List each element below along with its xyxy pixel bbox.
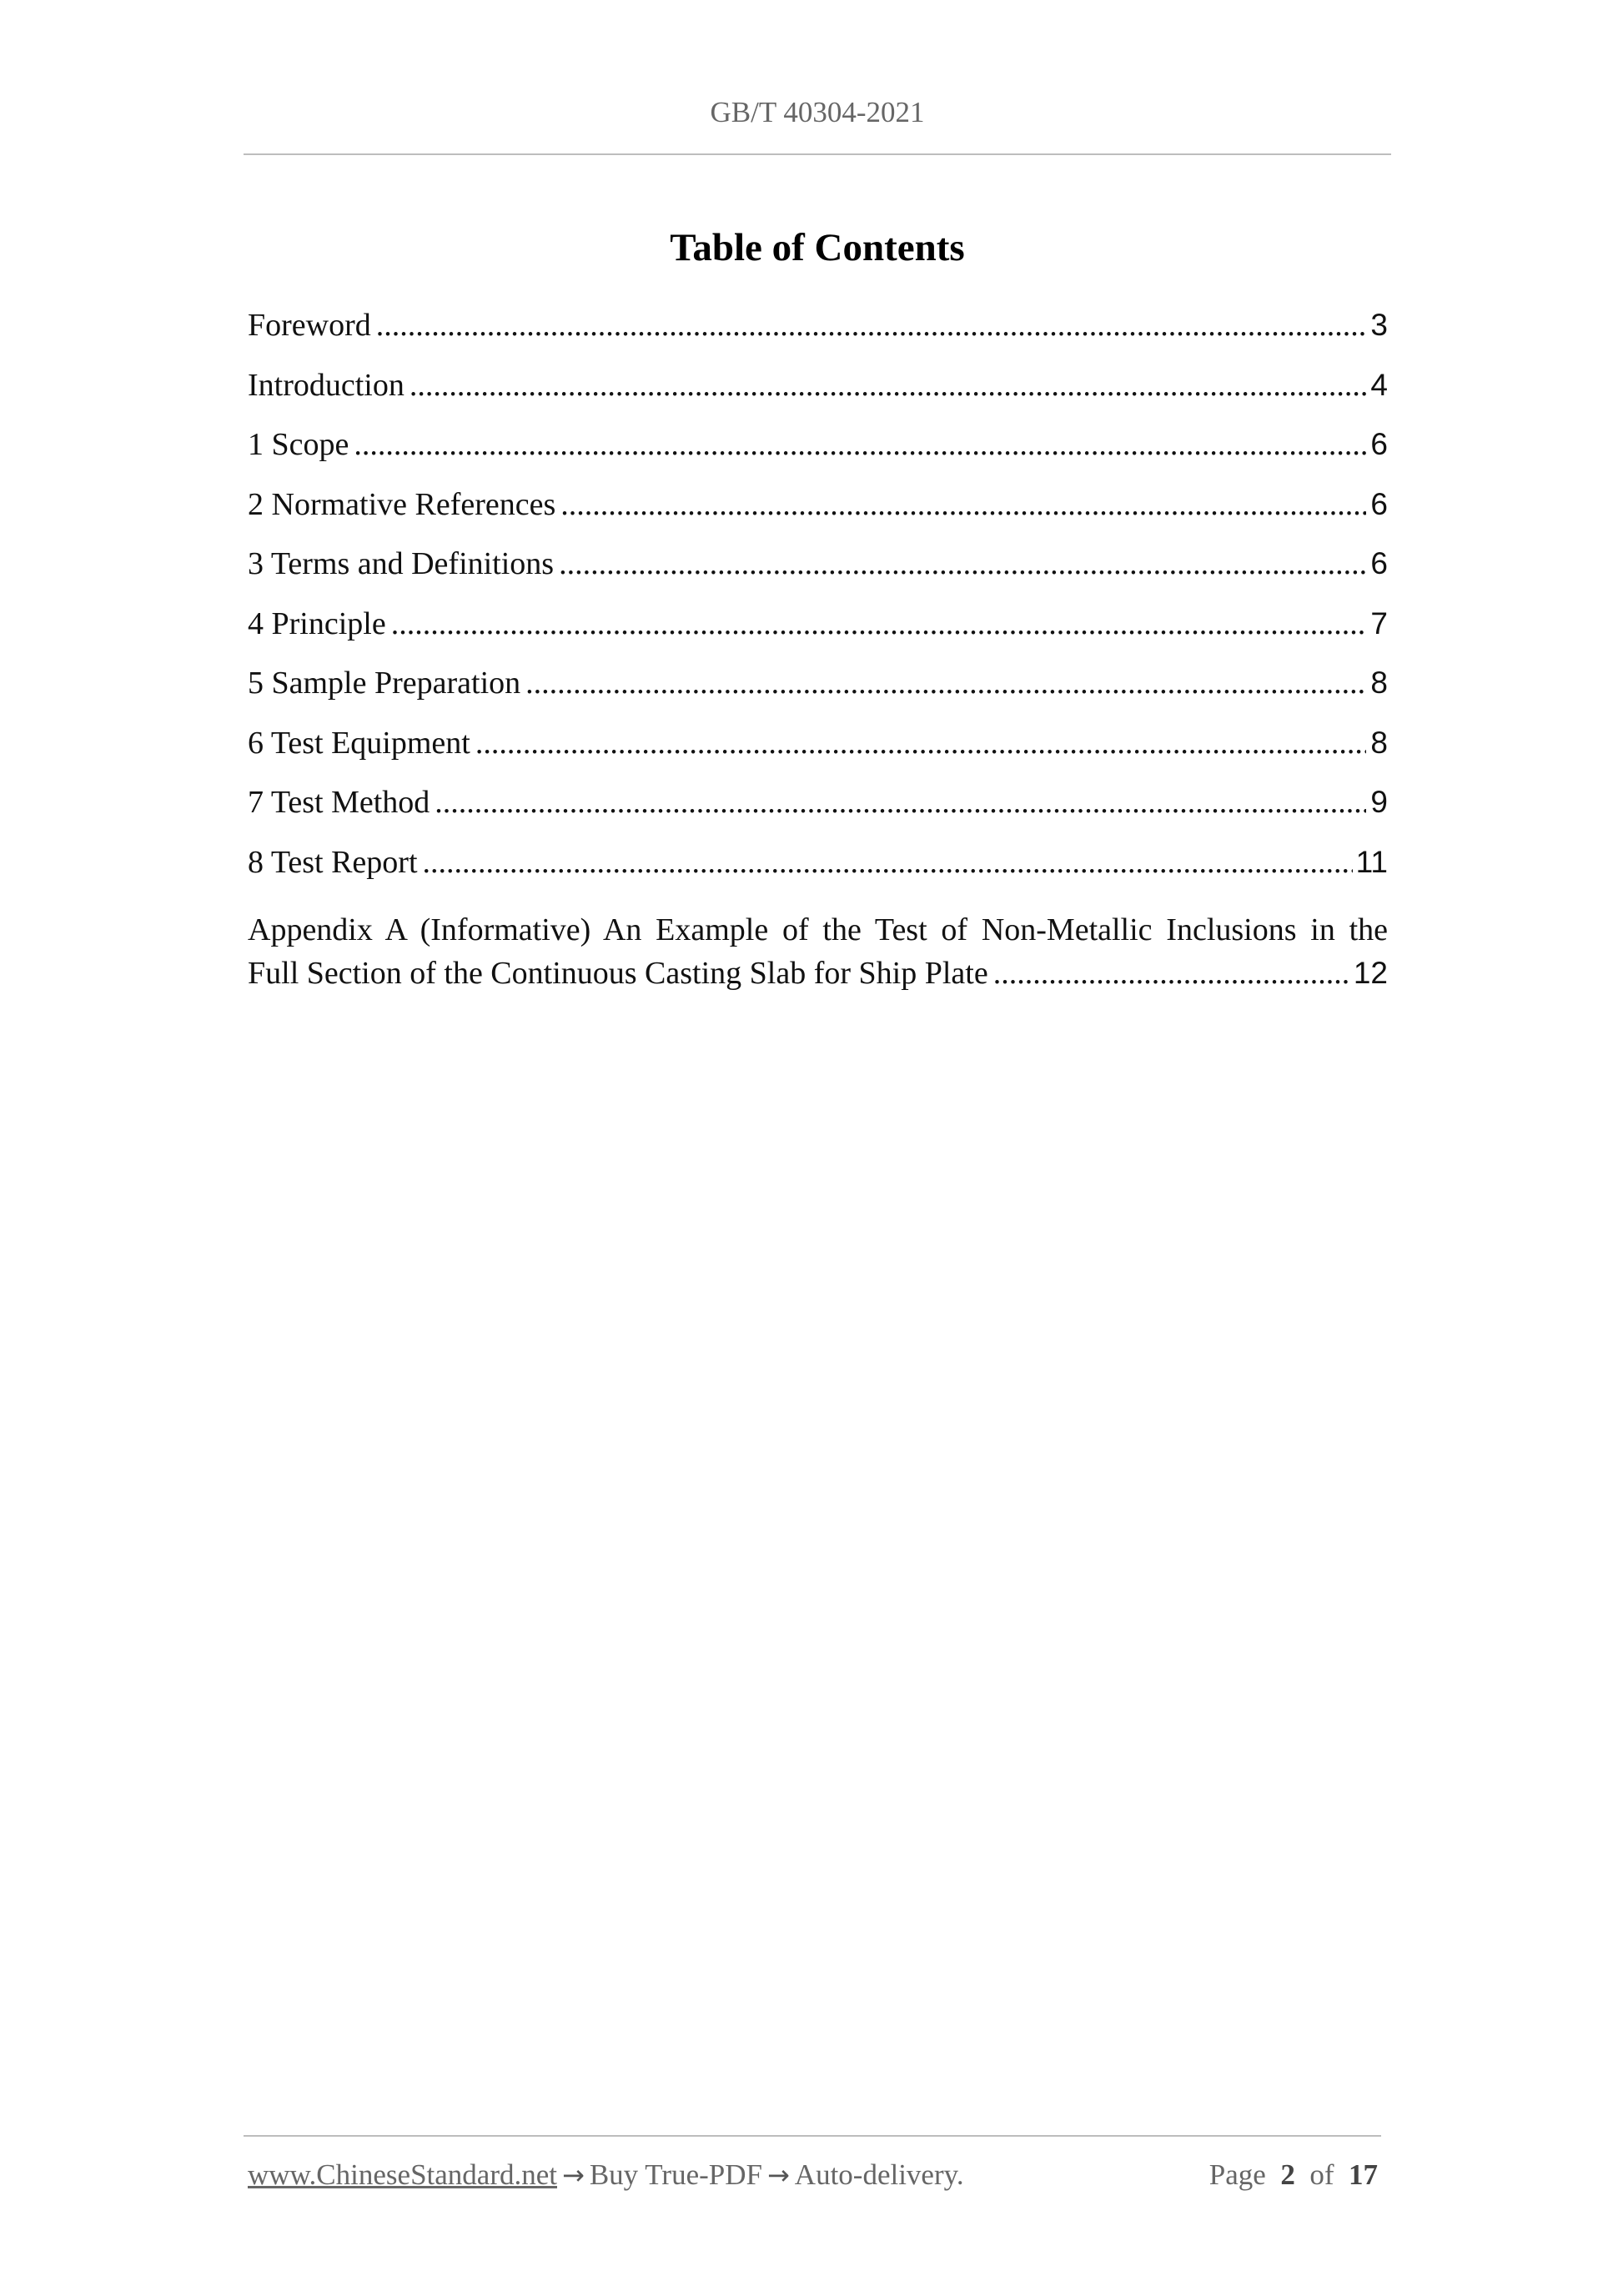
toc-entry-test-report[interactable] (248, 844, 1388, 904)
of-word: of (1309, 2158, 1334, 2191)
toc-entry-page: 8 (1370, 666, 1388, 700)
toc-entry-page: 6 (1370, 427, 1388, 461)
footer-buy-text: Buy True-PDF (589, 2158, 762, 2191)
toc-entry-page: 11 (1355, 844, 1388, 879)
toc-entry-foreword[interactable] (248, 307, 1388, 367)
toc-leader-dots (435, 784, 1366, 821)
toc-entry-introduction[interactable] (248, 367, 1388, 427)
toc-leader-dots (410, 367, 1366, 404)
page-word: Page (1208, 2158, 1266, 2191)
toc-leader-dots (993, 952, 1350, 995)
toc-entry-label: 8 Test Report (248, 844, 418, 880)
arrow-right-icon: → (562, 2159, 585, 2191)
toc-entry-scope[interactable] (248, 426, 1388, 486)
toc-entry-normative-references[interactable] (248, 486, 1388, 546)
toc-appendix-line-2 (248, 952, 1388, 995)
toc-entry-label: 4 Principle (248, 605, 386, 641)
footer-divider (244, 2135, 1381, 2137)
toc-entry-page: 6 (1370, 546, 1388, 580)
toc-entry-label: 1 Scope (248, 427, 349, 462)
current-page: 2 (1280, 2158, 1295, 2191)
toc-entry-page: 7 (1370, 605, 1388, 641)
toc-entry-page: 6 (1370, 486, 1388, 521)
header-divider (244, 153, 1391, 155)
footer-delivery-text: Auto-delivery. (794, 2158, 964, 2191)
toc-leader-dots (354, 426, 1366, 463)
toc-entry-principle[interactable] (248, 605, 1388, 666)
page-number (1209, 2158, 1378, 2192)
toc-leader-dots (560, 486, 1366, 523)
total-pages: 17 (1349, 2158, 1378, 2191)
toc-leader-dots (525, 665, 1366, 701)
toc-leader-dots (559, 545, 1366, 582)
page-title: Table of Contents (670, 226, 965, 269)
toc-appendix-line-1: Appendix A (Informative) An Example of the Test of Non-Metallic Inclusions in the (248, 912, 1388, 947)
arrow-right-icon: → (766, 2159, 790, 2191)
toc-entry-label: 3 Terms and Definitions (248, 546, 555, 581)
toc-entry-label: 7 Test Method (248, 785, 430, 820)
chinesestandard-link[interactable]: www.ChineseStandard.net (248, 2158, 557, 2191)
toc-entry-label: Introduction (248, 367, 404, 403)
toc-entry-terms-and-definitions[interactable] (248, 545, 1388, 605)
toc-entry-label: Full Section of the Continuous Casting Slab for Ship Plate (248, 956, 988, 991)
toc-entry-appendix-a[interactable] (248, 908, 1388, 995)
toc-entry-label: 2 Normative References (248, 486, 556, 522)
document-code-header: GB/T 40304-2021 (710, 96, 925, 128)
toc-leader-dots (391, 605, 1366, 642)
toc-entry-page: 3 (1370, 308, 1388, 342)
table-of-contents (248, 307, 1388, 995)
toc-entry-page: 9 (1370, 785, 1388, 819)
toc-entry-sample-preparation[interactable] (248, 665, 1388, 725)
toc-entry-label: 5 Sample Preparation (248, 666, 521, 701)
page-footer (248, 2158, 1378, 2192)
toc-leader-dots (475, 725, 1366, 761)
toc-entry-page: 4 (1370, 367, 1388, 402)
toc-entry-test-equipment[interactable] (248, 725, 1388, 785)
toc-leader-dots (376, 307, 1366, 344)
toc-entry-label: Foreword (248, 308, 371, 343)
footer-promo (248, 2158, 964, 2192)
toc-entry-test-method[interactable] (248, 784, 1388, 844)
toc-entry-page: 12 (1353, 956, 1388, 990)
toc-leader-dots (423, 844, 1353, 881)
toc-entry-label: 6 Test Equipment (248, 725, 470, 761)
toc-entry-page: 8 (1370, 725, 1388, 760)
